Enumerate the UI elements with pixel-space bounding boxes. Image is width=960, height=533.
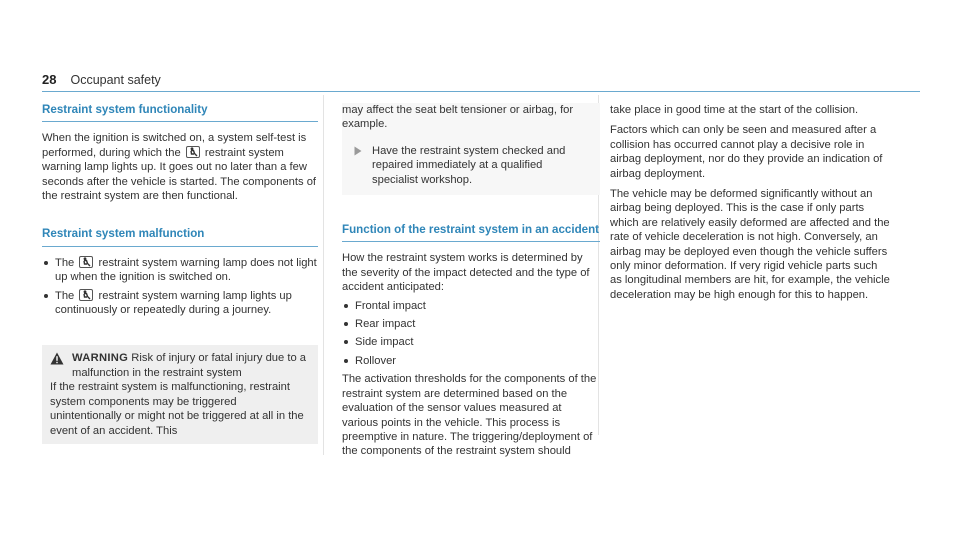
warning-triangle-icon	[50, 352, 64, 365]
warning-box	[42, 345, 318, 443]
list-item: Side impact	[342, 335, 600, 349]
list-item: The restraint system warning lamp lights up continuously or repeatedly during a journey.	[42, 289, 318, 318]
paragraph: The vehicle may be deformed significantly without an airbag being deployed. This is the case if only parts which are relatively easily deformed are affected and the rate of vehicle deceleration is not high. Conversely, an airbag may be deployed even though the vehicle suffers only minor deformation. If very rigid vehicle parts such as longitudinal members are hit, for example, the vehicle deceleration may be high enough for this to happen.	[610, 188, 890, 301]
warning-continued-text: may affect the seat belt tensioner or airbag, for example.	[342, 104, 574, 131]
warning-title: WARNING Risk of injury or fatal injury due to a malfunction in the restraint system	[72, 352, 307, 379]
chapter-title: Occupant safety	[70, 73, 161, 87]
warning-header	[50, 351, 310, 380]
list-item: Frontal impact	[342, 299, 600, 313]
column-3	[610, 103, 892, 302]
column-2	[342, 103, 600, 459]
heading-malfunction: Restraint system malfunction	[42, 227, 318, 246]
page-number: 28	[42, 72, 57, 87]
action-arrow-icon	[354, 146, 362, 156]
column-1	[42, 103, 318, 444]
page-header	[42, 72, 161, 87]
list-item: Rollover	[342, 354, 600, 368]
function-intro: How the restraint system works is determined by the severity of the impact detected and the type of accident anticipated:	[342, 252, 590, 294]
impact-types-list	[342, 299, 600, 369]
activation-thresholds-text: The activation thresholds for the components of the restraint system are determined based on the evaluation of the sensor values measured at various points in the vehicle. This process is preemptive in nature. The triggering/deployment of the components of the restraint system should	[342, 373, 597, 458]
paragraph: take place in good time at the start of the collision.	[610, 104, 859, 116]
header-rule	[42, 91, 920, 92]
paragraph: Factors which can only be seen and measured after a collision has occurred cannot play a decisive role in airbag deployment, nor do they provide an indication of airbag deployment.	[610, 124, 883, 180]
functionality-text: When the ignition is switched on, a system self-test is performed, during which the restraint system warning lamp lights up. It goes out no later than a few seconds after the vehicle is started. The components of the restraint system are then functional.	[42, 132, 317, 203]
list-item: The restraint system warning lamp does not light up when the ignition is switched on.	[42, 256, 318, 285]
list-item: Rear impact	[342, 317, 600, 331]
heading-functionality: Restraint system functionality	[42, 103, 318, 122]
action-text: Have the restraint system checked and repaired immediately at a qualified specialist workshop.	[372, 144, 566, 186]
heading-function-in-accident: Function of the restraint system in an accident	[342, 223, 600, 242]
malfunction-list	[42, 256, 318, 318]
warning-body: If the restraint system is malfunctioning, restraint system components may be triggered unintentionally or might not be triggered at all in the event of an accident. This	[50, 381, 304, 437]
column-divider	[323, 95, 324, 455]
action-step	[342, 132, 600, 195]
warning-continued-box	[342, 103, 600, 195]
restraint-system-warning-icon	[186, 146, 200, 158]
restraint-system-warning-icon	[79, 289, 93, 301]
restraint-system-warning-icon	[79, 256, 93, 268]
